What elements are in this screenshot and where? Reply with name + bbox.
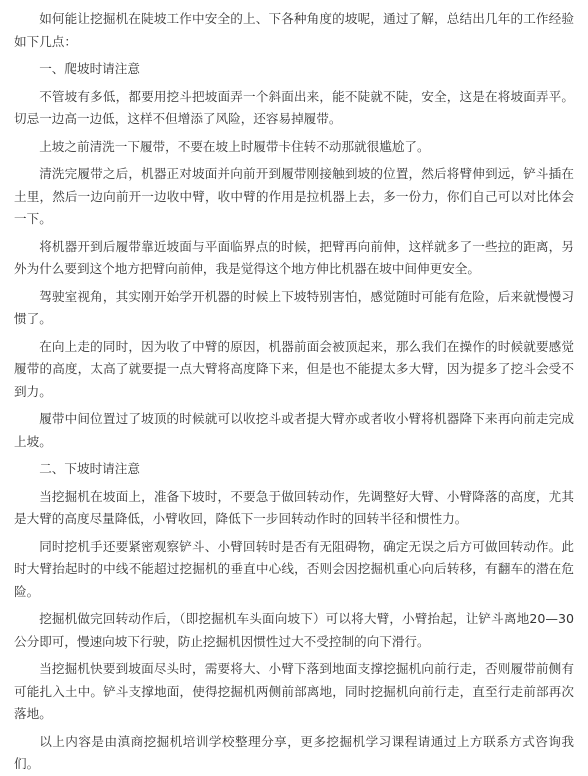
paragraph: 上坡之前清洗一下履带，不要在坡上时履带卡住转不动那就很尴尬了。 — [39, 138, 430, 154]
closing-paragraph: 以上内容是由滇商挖掘机培训学校整理分享，更多挖掘机学习课程请通过上方联系方式咨询我们。 — [14, 733, 574, 771]
paragraph: 同时挖机手还要紧密观察铲斗、小臂回转时是否有无阻碍物，确定无误之后方可做回转动作。此时大臂抬起时的中线不能超过挖掘机的垂直中心线，否则会因挖掘机重心向后转移，有翻车的潜在危险。 — [14, 538, 574, 599]
section-heading-descending: 二、下坡时请注意 — [39, 461, 140, 476]
paragraph: 挖掘机做完回转动作后，（即挖掘机车头面向坡下）可以将大臂，小臂抬起，让铲斗离地20—30公分即可，慢速向坡下行驶，防止挖掘机因惯性过大不受控制的向下滑行。 — [14, 611, 574, 649]
paragraph: 当挖掘机在坡面上，准备下坡时，不要急于做回转动作，先调整好大臂、小臂降落的高度，尤其是大臂的高度尽量降低，小臂收回，降低下一步回转动作时的回转半径和惯性力。 — [14, 488, 574, 526]
intro-paragraph: 如何能让挖掘机在陡坡工作中安全的上、下各种角度的坡呢，通过了解，总结出几年的工作经验如下几点： — [14, 11, 574, 49]
paragraph: 不管坡有多低，都要用挖斗把坡面弄一个斜面出来，能不陡就不陡，安全，这是在将坡面弄平。切忌一边高一边低，这样不但增添了风险，还容易掉履带。 — [14, 88, 574, 126]
paragraph: 履带中间位置过了坡顶的时候就可以收挖斗或者提大臂亦或者收小臂将机器降下来再向前走完成上坡。 — [14, 411, 574, 449]
paragraph: 将机器开到后履带靠近坡面与平面临界点的时候，把臂再向前伸，这样就多了一些拉的距离，另外为什么要到这个地方把臂向前伸，我是觉得这个地方伸比机器在坡中间伸更安全。 — [14, 238, 574, 276]
paragraph: 驾驶室视角，其实刚开始学开机器的时候上下坡特别害怕，感觉随时可能有危险，后来就慢慢习惯了。 — [14, 288, 574, 326]
paragraph: 当挖掘机快要到坡面尽头时，需要将大、小臂下落到地面支撑挖掘机向前行走，否则履带前侧有可能扎入土中。铲斗支撑地面，使得挖掘机两侧前部离地，同时挖掘机向前行走，直至行走前部再次落地。 — [14, 661, 574, 721]
paragraph: 在向上走的同时，因为收了中臂的原因，机器前面会被顶起来，那么我们在操作的时候就要感觉履带的高度，太高了就要提一点大臂将高度降下来，但是也不能提太多大臂，因为提多了挖斗会受不到力。 — [14, 338, 574, 399]
paragraph: 清洗完履带之后，机器正对坡面并向前开到履带刚接触到坡的位置，然后将臂伸到远，铲斗插在土里，然后一边向前开一边收中臂，收中臂的作用是拉机器上去，多一份力，你们自己可以对比体会一下。 — [14, 166, 574, 226]
section-heading-climbing: 一、爬坡时请注意 — [39, 61, 140, 76]
